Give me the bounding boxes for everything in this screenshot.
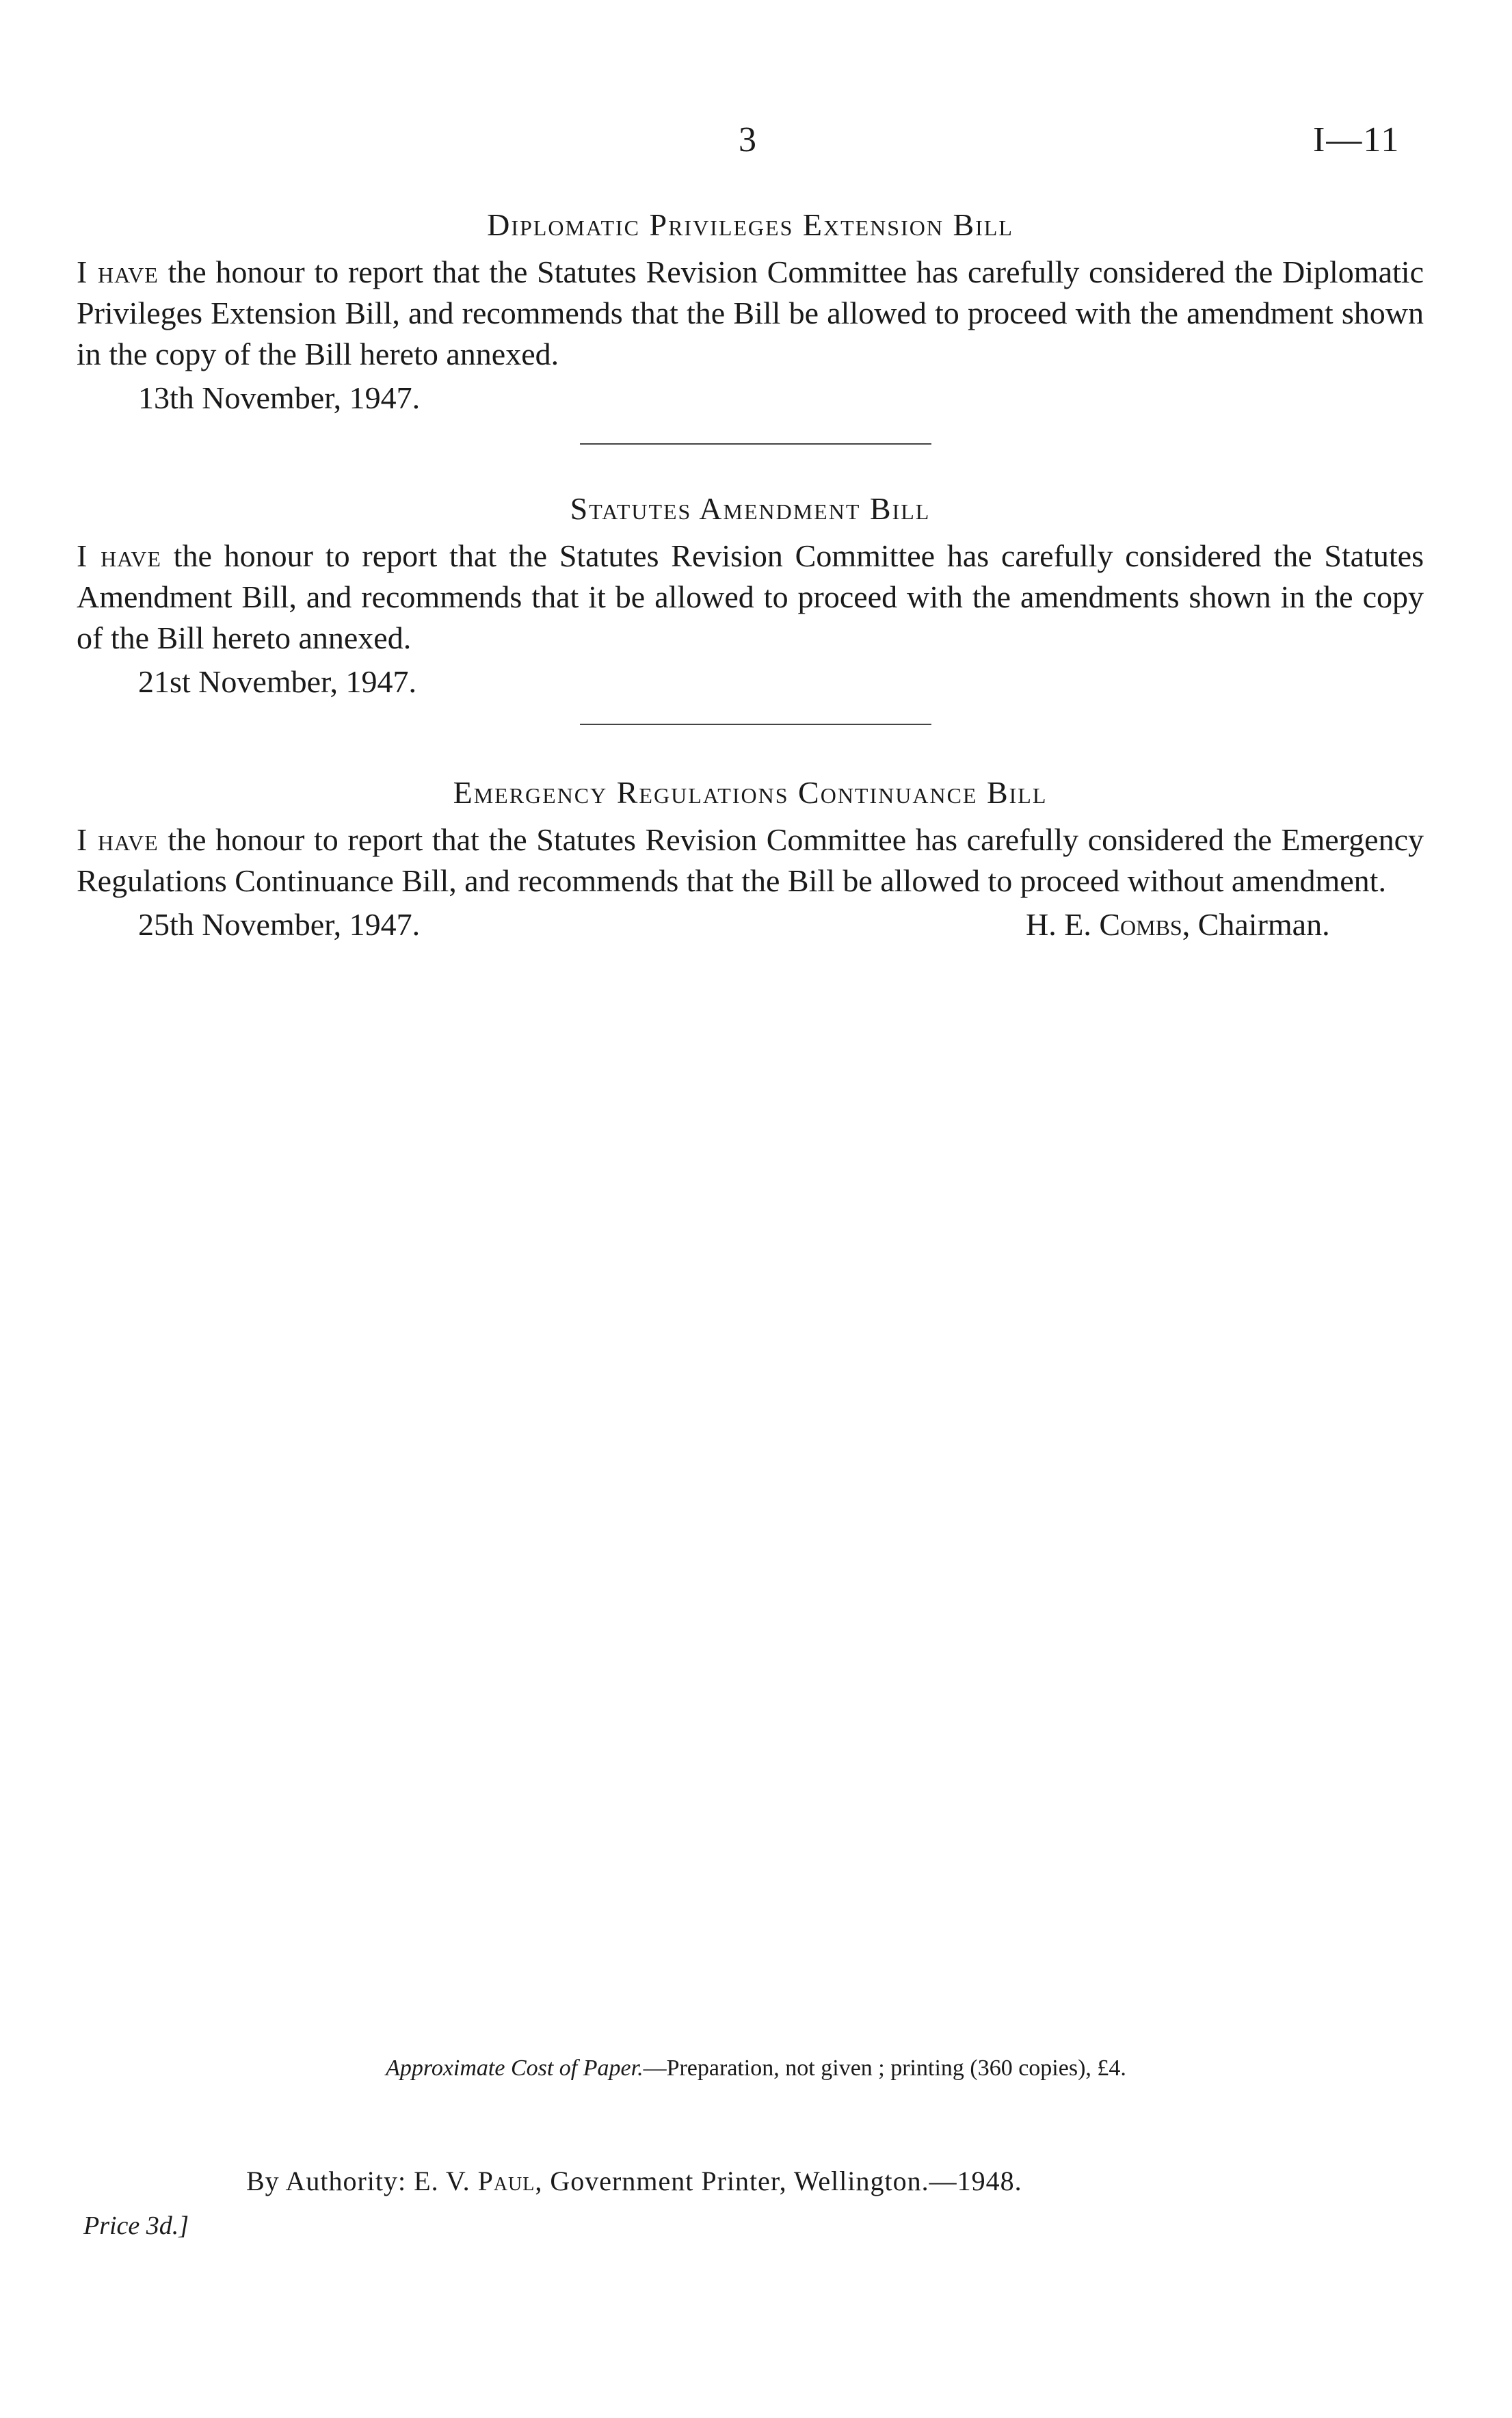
section-lead: I have	[77, 822, 159, 857]
authority-prefix: By Authority:	[246, 2166, 414, 2196]
document-reference: I—11	[1313, 120, 1401, 159]
printer-authority	[246, 2165, 1022, 2197]
section-body	[77, 819, 1424, 902]
section-date	[138, 904, 1424, 945]
chairman-name: H. E. Combs	[1026, 907, 1182, 942]
section-emergency-regulations	[77, 773, 1424, 945]
section-body	[77, 252, 1424, 375]
section-date: 21st November, 1947.	[138, 664, 416, 699]
section-title: Diplomatic Privileges Extension Bill	[487, 207, 1013, 242]
section-date: 13th November, 1947.	[138, 380, 421, 415]
section-statutes-amendment	[77, 489, 1424, 702]
price: Price 3d.]	[83, 2211, 189, 2240]
section-title: Statutes Amendment Bill	[570, 491, 931, 526]
section-text: the honour to report that the Statutes Revision Committee has carefully considered the Diplomatic Privileges Extension Bill, and recommends that the Bill be allowed to proceed with the amendment shown in the copy of the Bill hereto annexed.	[77, 254, 1424, 371]
section-text: the honour to report that the Statutes Revision Committee has carefully considered the Emergency Regulations Continuance Bill, and recommends that the Bill be allowed to proceed without amendment.	[77, 822, 1424, 898]
section-date-text: 25th November, 1947.	[138, 907, 421, 942]
printer-name: E. V. Paul	[414, 2166, 535, 2196]
cost-text: —Preparation, not given ; printing (360 copies), £4.	[643, 2055, 1126, 2081]
section-lead: I have	[77, 538, 161, 573]
authority-suffix: , Government Printer, Wellington.—1948.	[535, 2166, 1022, 2196]
section-divider	[580, 443, 931, 445]
section-divider	[580, 724, 931, 725]
cost-label: Approximate Cost of Paper.	[386, 2055, 644, 2081]
section-text: the honour to report that the Statutes Revision Committee has carefully considered the Statutes Amendment Bill, and recommends that it be allowed to proceed with the amendments shown in the copy of the Bill hereto annexed.	[77, 538, 1424, 655]
section-diplomatic-privileges	[77, 205, 1424, 419]
cost-of-paper	[0, 2055, 1512, 2081]
chairman-title: , Chairman.	[1182, 907, 1330, 942]
section-body	[77, 536, 1424, 659]
section-lead: I have	[77, 254, 159, 289]
section-title: Emergency Regulations Continuance Bill	[453, 775, 1048, 810]
chairman-signature	[1026, 904, 1330, 945]
page-number: 3	[739, 120, 756, 159]
